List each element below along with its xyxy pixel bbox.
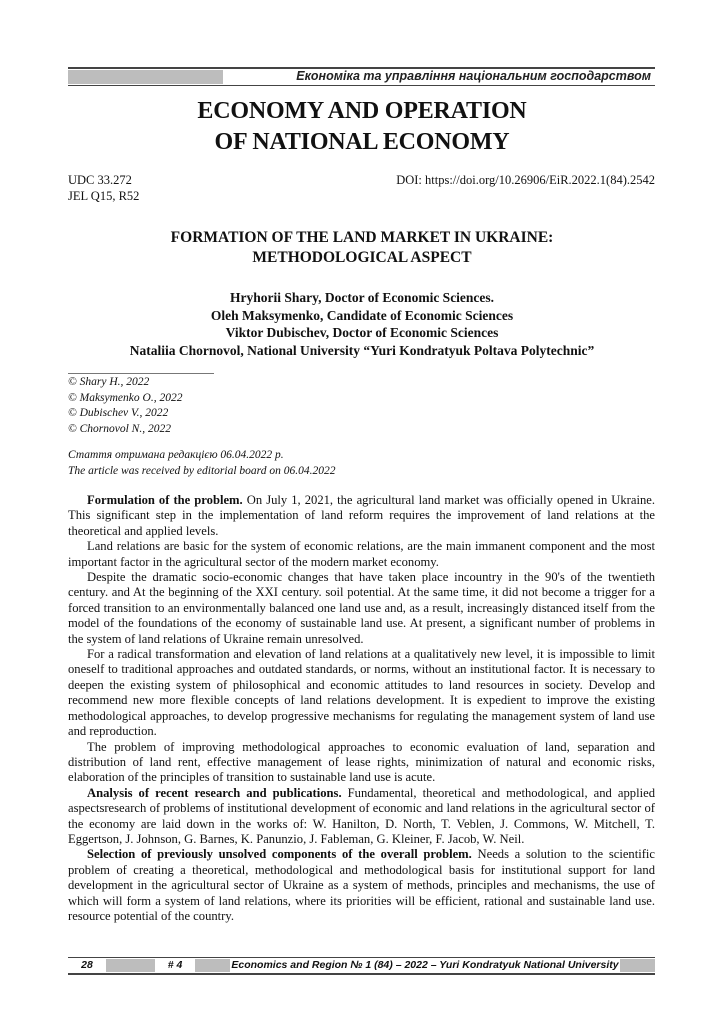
author-entry: Oleh Maksymenko, Candidate of Economic Sciences xyxy=(210,307,514,323)
article-title-line2: METHODOLOGICAL ASPECT xyxy=(252,249,472,266)
paragraph-text: On July 1, 2021, the agricultural land market was officially opened in Ukraine. This significant step in the implementation of land reform requires the improvement of land relations at the theoretical and applied levels. xyxy=(68,493,656,538)
footer-page-number: 28 xyxy=(68,959,106,972)
footer-journal-title: Economics and Region № 1 (84) – 2022 – Yuri Kondratyuk National University xyxy=(231,959,619,971)
author-entry: Nataliia Chornovol, National University “Yuri Kondratyuk Poltava Polytechnic” xyxy=(129,342,595,358)
doi-link[interactable]: DOI: https://doi.org/10.26906/EiR.2022.1(84).2542 xyxy=(396,173,655,187)
received-note xyxy=(68,448,335,479)
section-title-line2: OF NATIONAL ECONOMY xyxy=(214,129,510,155)
paragraph xyxy=(68,493,655,539)
udc-code: UDC 33.272 xyxy=(68,173,132,187)
header-journal-title: Економіка та управління національним господарством xyxy=(296,69,651,83)
paragraph: Land relations are basic for the system of economic relations, are the main immanent component and the most important factor in the agricultural sector of the modern market economy. xyxy=(68,539,655,569)
paragraph xyxy=(68,847,655,924)
footer-rule-top xyxy=(68,957,655,958)
author-entry: Viktor Dubischev, Doctor of Economic Sciences xyxy=(225,325,499,341)
copyright-line: © Shary H., 2022 xyxy=(68,376,150,388)
paragraph xyxy=(68,786,655,848)
jel-code: JEL Q15, R52 xyxy=(68,189,140,203)
section-title-line1: ECONOMY AND OPERATION xyxy=(197,98,527,124)
footer-issue-number: # 4 xyxy=(155,959,195,972)
copyright-line: © Dubischev V., 2022 xyxy=(68,407,169,419)
copyright-line: © Maksymenko O., 2022 xyxy=(68,391,183,404)
received-note-en: The article was received by editorial board on 06.04.2022 xyxy=(68,464,336,477)
running-footer xyxy=(68,957,655,974)
footer-rule-bottom xyxy=(68,973,655,975)
author-list xyxy=(0,289,724,359)
received-note-ua: Стаття отримана редакцією 06.04.2022 р. xyxy=(68,449,284,461)
paragraph-text: Needs a solution to the scientific problem of creating a theoretical, methodological and methodological basis for institutional support for land development in the agricultural sector of Ukraine as a system of methods, principles and mechanisms, the use of which will form a system of land relations, where its priorities will be efficient, rational and sustainable land use. resource potential of the country. xyxy=(68,847,655,923)
paragraph-heading: Formulation of the problem. xyxy=(87,493,243,507)
section-title xyxy=(0,96,724,158)
paragraph: The problem of improving methodological approaches to economic evaluation of land, separation and distribution of land rent, effective management of lease rights, minimization of natural and economic risks, elaboration of the principles of transition to sustainable land use is acute. xyxy=(68,739,655,785)
paragraph: Despite the dramatic socio-economic changes that have taken place incountry in the 90's of the twentieth century. and At the beginning of the XXI century. soil potential. At the same time, it did not become a trigger for a forced transition to an environmentally balanced one land use and, as a result, increasingly distanced itself from the model of the foundations of the economy of sustainable land use. At present, a significant number of problems in the system of land relations of Ukraine remain unresolved. xyxy=(68,570,655,646)
copyright-block xyxy=(68,375,182,437)
running-header xyxy=(68,67,655,85)
paragraph-heading: Selection of previously unsolved components of the overall problem. xyxy=(87,847,472,862)
paragraph: For a radical transformation and elevation of land relations at a qualitatively new level, it is impossible to limit oneself to traditional approaches and outdated standards, or norms, without an institutional factor. It is necessary to deepen the existing system of philosophical and economic attitudes to land resources in society. Develop and recommend new more flexible concepts of land relations development. It is expedient to improve the existing methodological approaches, to develop progressive mechanisms for regulating the management system of land use and reproduction. xyxy=(68,647,655,739)
header-rule-bottom xyxy=(68,85,655,86)
article-body xyxy=(68,493,655,924)
copyright-line: © Chornovol N., 2022 xyxy=(68,422,171,435)
paragraph-heading: Analysis of recent research and publications. xyxy=(87,785,342,800)
paragraph-text: Fundamental, theoretical and methodological, and applied aspectsresearch of problems of institutional development of economic and land relations in the agricultural sector of the economy are laid down in the works of: W. Hanilton, D. North, T. Veblen, J. Commons, W. Mitchell, T. Eggertson, J. Johnson, G. Barnes, K. Panunzio, J. Fableman, G. Kleiner, F. Jacob, W. Neil. xyxy=(68,785,655,846)
article-title-line1: FORMATION OF THE LAND MARKET IN UKRAINE: xyxy=(170,229,554,246)
copyright-divider xyxy=(68,373,214,374)
author-entry: Hryhorii Shary, Doctor of Economic Sciences. xyxy=(229,290,495,305)
article-title xyxy=(0,228,724,268)
header-grey-block xyxy=(68,70,223,84)
